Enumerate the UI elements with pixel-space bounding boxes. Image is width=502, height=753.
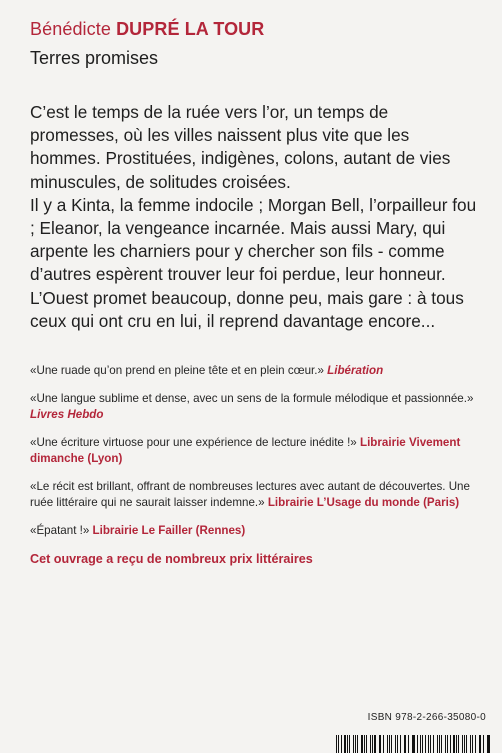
blurb-paragraph: C’est le temps de la ruée vers l’or, un temps de promesses, où les villes naissent plus vite que les hommes. Prostituées, indigènes, colons, autant de vies minuscules, de solitudes croisées.	[30, 102, 451, 192]
author-surname: DUPRÉ LA TOUR	[116, 19, 265, 39]
barcode-bar	[483, 735, 484, 753]
press-quotes	[30, 363, 490, 539]
quote-text: «Épatant !»	[30, 524, 90, 538]
barcode-bar	[379, 735, 380, 753]
barcode-bar	[479, 735, 480, 753]
barcode-bar	[420, 735, 421, 753]
barcode-bar	[391, 735, 392, 753]
barcode-bar	[383, 735, 384, 753]
barcode-bar	[338, 735, 339, 753]
barcode-bar	[397, 735, 398, 753]
quote-text: «Une ruade qu’on prend en pleine tête et en plein cœur.»	[30, 364, 324, 378]
barcode-bar	[408, 735, 409, 753]
barcode-bar	[349, 735, 350, 753]
barcode-bar	[364, 735, 365, 753]
author-name	[30, 18, 480, 40]
quote-source: Libération	[327, 364, 384, 378]
blurb-paragraph: L’Ouest promet beaucoup, donne peu, mais gare : à tous ceux qui ont cru en lui, il reprend davantage encore...	[30, 287, 464, 331]
quote-text: «Le récit est brillant, offrant de nombreuses lectures avec autant de découvertes. Une ruée littéraire qui ne saurait laisser indemne.»	[30, 480, 470, 510]
press-quote	[30, 435, 490, 467]
barcode-bar	[405, 735, 406, 753]
barcode-bar	[370, 735, 371, 753]
barcode-bar	[480, 735, 481, 753]
barcode-bar	[439, 735, 440, 753]
barcode-bar	[453, 735, 455, 753]
barcode-bar	[464, 735, 465, 753]
barcode-bar	[428, 735, 429, 753]
blurb-paragraph: Il y a Kinta, la femme indocile ; Morgan Bell, l’orpailleur fou ; Eleanor, la vengeance incarnée. Mais aussi Mary, qui arpente les charniers pour y chercher son fils - comme d’autres espèrent trouver leur foi perdue, leur honneur.	[30, 194, 477, 285]
barcode-bar	[433, 735, 435, 753]
barcode-bar	[472, 735, 473, 753]
barcode-bar	[361, 735, 363, 753]
barcode-bar	[466, 735, 467, 753]
barcode-bar	[404, 735, 405, 753]
barcode-bar	[447, 735, 448, 753]
barcode-bar	[417, 735, 418, 753]
barcode-bar	[475, 735, 476, 753]
barcode-bar	[462, 735, 463, 753]
barcode-bar	[413, 735, 415, 753]
quote-text: «Une langue sublime et dense, avec un sens de la formule mélodique et passionnée.»	[30, 392, 474, 406]
barcode-bar	[355, 735, 356, 753]
barcode-bar	[347, 735, 348, 753]
quote-source: Livres Hebdo	[30, 408, 104, 422]
barcode-bar	[380, 735, 381, 753]
barcode-bar	[456, 735, 457, 753]
barcode-bar	[437, 735, 438, 753]
barcode-bar	[430, 735, 431, 753]
book-title: Terres promises	[30, 48, 159, 68]
barcode-bar	[487, 735, 488, 753]
barcode-bar	[374, 735, 376, 753]
barcode-bar	[445, 735, 446, 753]
barcode-bar	[458, 735, 459, 753]
press-quote	[30, 391, 490, 423]
quote-source: Librairie Vivement dimanche (Lyon)	[30, 436, 461, 466]
barcode-bar	[400, 735, 401, 753]
barcode-image	[336, 735, 492, 753]
barcode-bar	[341, 735, 342, 753]
prizes-note: Cet ouvrage a reçu de nombreux prix littéraires	[30, 552, 313, 567]
barcode-bar	[353, 735, 354, 753]
author-first-name: Bénédicte	[30, 19, 111, 39]
barcode-bar	[441, 735, 442, 753]
press-quote	[30, 363, 490, 379]
barcode-bar	[395, 735, 397, 753]
quote-source: Librairie L’Usage du monde (Paris)	[267, 496, 460, 510]
isbn-number: ISBN 978-2-266-35080-0	[367, 712, 486, 723]
press-quote	[30, 479, 490, 511]
barcode-bar	[389, 735, 390, 753]
barcode-bar	[422, 735, 423, 753]
barcode-bar	[488, 735, 490, 753]
quote-source: Librairie Le Failler (Rennes)	[92, 524, 246, 538]
book-blurb	[30, 101, 480, 333]
barcode-bar	[372, 735, 373, 753]
barcode-bar	[425, 735, 426, 753]
barcode-bar	[344, 735, 346, 753]
barcode-bar	[336, 735, 337, 753]
barcode-bar	[412, 735, 413, 753]
press-quote	[30, 523, 490, 539]
barcode-bar	[357, 735, 358, 753]
barcode-bar	[450, 735, 451, 753]
barcode-bar	[366, 735, 367, 753]
quote-text: «Une écriture virtuose pour une expérience de lecture inédite !»	[30, 436, 357, 450]
barcode-bar	[470, 735, 472, 753]
barcode-bar	[387, 735, 388, 753]
